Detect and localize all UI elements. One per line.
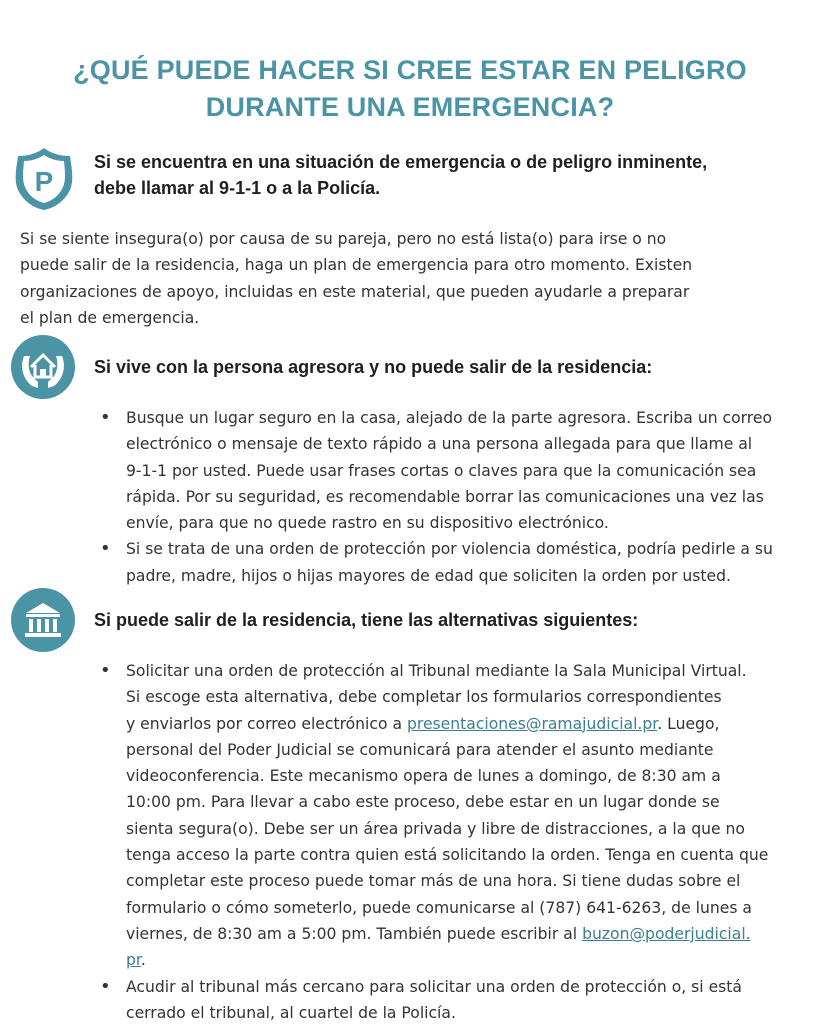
police-badge-icon	[8, 146, 80, 212]
page-title-line-1: ¿QUÉ PUEDE HACER SI CREE ESTAR EN PELIGRO	[73, 55, 747, 85]
section-3-heading: Si puede salir de la residencia, tiene las alternativas siguientes:	[94, 610, 639, 630]
page-title-line-2: DURANTE UNA EMERGENCIA?	[205, 92, 615, 122]
section-1-heading: Si se encuentra en una situación de emergencia o de peligro inminente, debe llamar al 9-1-1 o a la Policía.	[94, 152, 708, 198]
list-item: • Solicitar una orden de protección al Tribunal mediante la Sala Municipal Virtual. Si escoge esta alternativa, debe completar los formularios correspondientes y enviarlos por correo electrónico a presentaciones@ramajudicial.pr. Luego, personal del Poder Judicial se comunicará para atender el asunto mediante videoconferencia. Este mecanismo opera de lunes a domingo, de 8:30 am a 10:00 pm. Para llevar a cabo este proceso, debe estar en un lugar donde se sienta segura(o). Debe ser un área privada y libre de distracciones, a la que no tenga acceso la parte contra quien está solicitando la orden. Tenga en cuenta que completar este proceso puede tomar más de una hora. Si tiene dudas sobre el formulario o cómo someterlo, puede comunicarse al (787) 641-6263, de lunes a viernes, de 8:30 am a 5:00 pm. También puede escribir al buzon@poderjudicial. pr.	[100, 658, 768, 974]
section-2-heading: Si vive con la persona agresora y no puede salir de la residencia:	[94, 357, 653, 377]
courthouse-icon	[10, 587, 76, 653]
list-item: • Si se trata de una orden de protección por violencia doméstica, podría pedirle a su padre, madre, hijos o hijas mayores de edad que soliciten la orden por usted.	[100, 536, 773, 589]
house-in-hands-icon	[10, 334, 76, 400]
email-link-buzon[interactable]: buzon@poderjudicial.	[582, 924, 751, 943]
section-2-list	[100, 405, 773, 589]
email-link-buzon-continued[interactable]: pr	[126, 951, 141, 970]
email-link-presentaciones[interactable]: presentaciones@ramajudicial.pr	[406, 714, 658, 733]
police-badge-letter: P	[34, 166, 54, 197]
list-item: • Acudir al tribunal más cercano para solicitar una orden de protección o, si está cerrado el tribunal, al cuartel de la Policía.	[100, 974, 768, 1026]
section-1-paragraph: Si se siente insegura(o) por causa de su pareja, pero no está lista(o) para irse o no puede salir de la residencia, haga un plan de emergencia para otro momento. Existen organizaciones de apoyo, incluidas en este material, que pueden ayudarle a preparar el plan de emergencia.	[20, 230, 693, 327]
page-title	[0, 52, 820, 126]
section-3-list	[100, 658, 768, 1026]
list-item: • Busque un lugar seguro en la casa, alejado de la parte agresora. Escriba un correo electrónico o mensaje de texto rápido a una persona allegada para que llame al 9-1-1 por usted. Puede usar frases cortas o claves para que la comunicación sea rápida. Por su seguridad, es recomendable borrar las comunicaciones una vez las envíe, para que no quede rastro en su dispositivo electrónico.	[100, 405, 773, 536]
